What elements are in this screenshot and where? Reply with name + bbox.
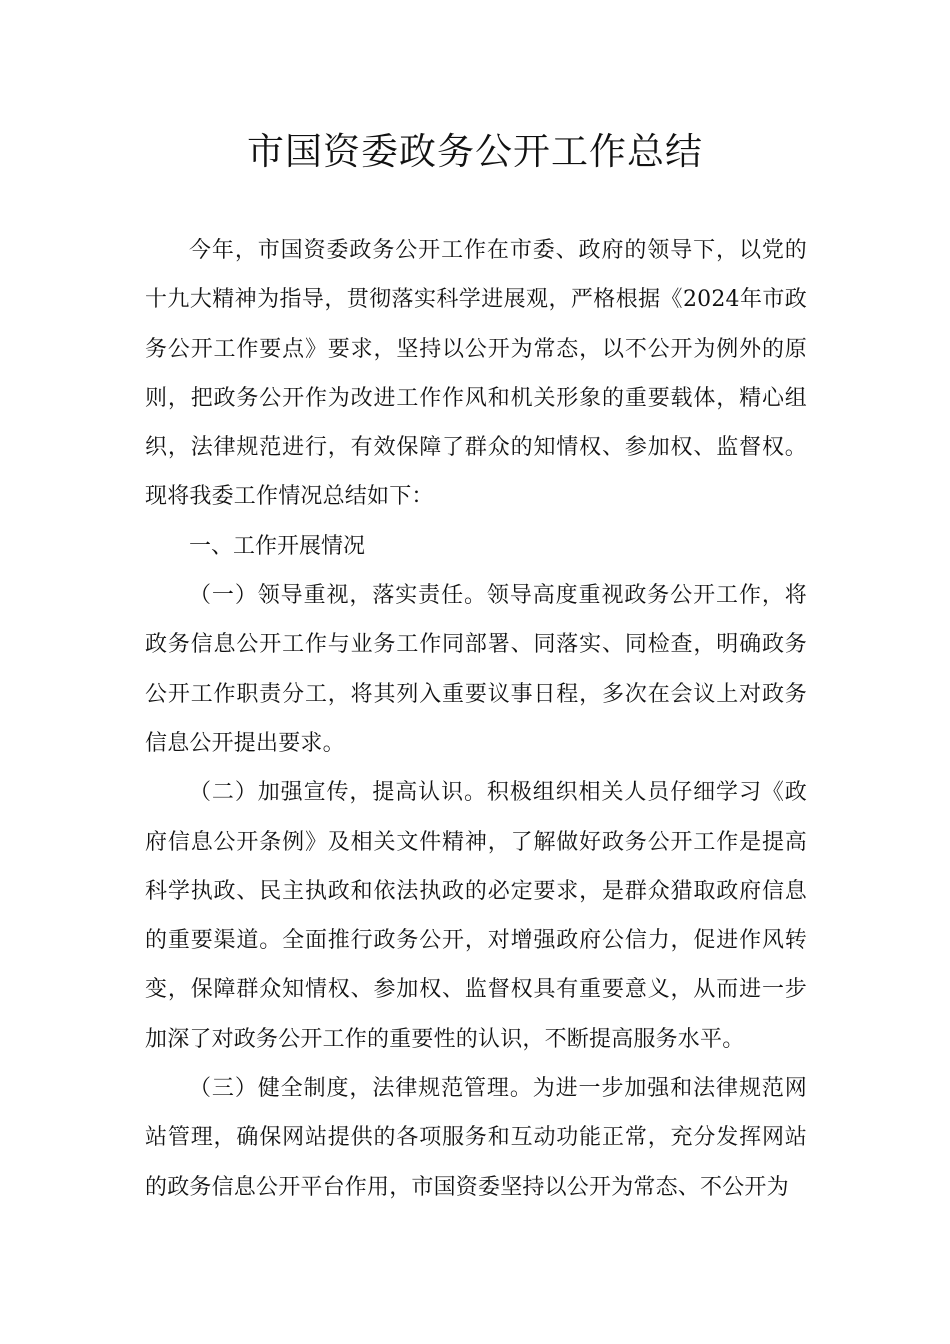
document-title: 市国资委政务公开工作总结	[247, 130, 703, 173]
section-heading-work-status: 一、工作开展情况	[189, 533, 366, 559]
paragraph-leadership: （一）领导重视，落实责任。领导高度重视政务公开工作，将政务信息公开工作与业务工作同部署、同落实、同检查，明确政务公开工作职责分工，将其列入重要议事日程，多次在会议上对政务信息公开提出要求。	[145, 583, 807, 756]
paragraph-system: （三）健全制度，法律规范管理。为进一步加强和法律规范网站管理，确保网站提供的各项服务和互动功能正常，充分发挥网站的政务信息公开平台作用，市国资委坚持以公开为常态、不公开为	[145, 1076, 807, 1200]
document-body	[145, 226, 807, 1212]
paragraph-publicity: （二）加强宣传，提高认识。积极组织相关人员仔细学习《政府信息公开条例》及相关文件精神，了解做好政务公开工作是提高科学执政、民主执政和依法执政的必定要求，是群众猎取政府信息的重要渠道。全面推行政务公开，对增强政府公信力，促进作风转变，保障群众知情权、参加权、监督权具有重要意义，从而进一步加深了对政务公开工作的重要性的认识，不断提高服务水平。	[145, 780, 807, 1052]
paragraph-intro: 今年，市国资委政务公开工作在市委、政府的领导下，以党的十九大精神为指导，贯彻落实科学进展观，严格根据《2024年市政务公开工作要点》要求，坚持以公开为常态，以不公开为例外的原则，把政务公开作为改进工作作风和机关形象的重要载体，精心组织，法律规范进行，有效保障了群众的知情权、参加权、监督权。现将我委工作情况总结如下：	[145, 238, 807, 510]
